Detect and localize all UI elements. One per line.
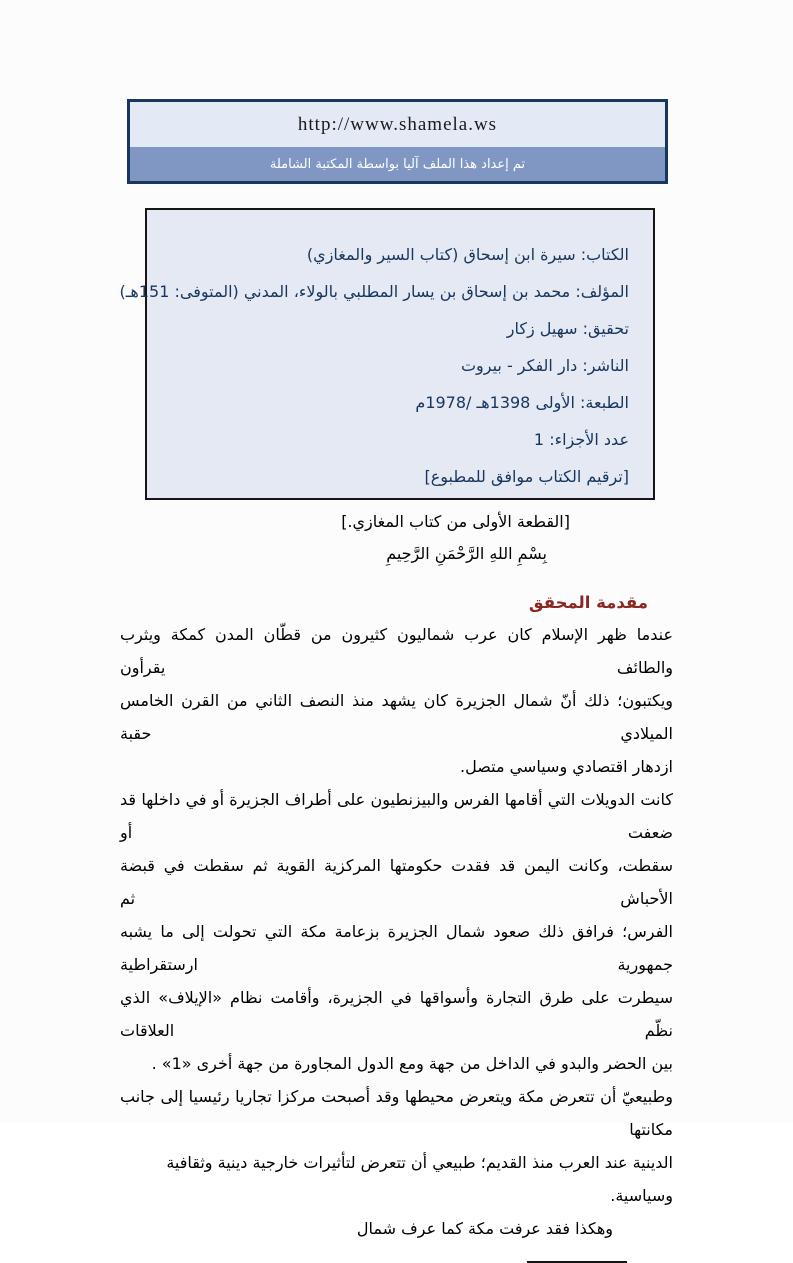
book-info-box: [119, 208, 655, 500]
book-info-line: الطبعة: الأولى 1398هـ /1978م: [415, 393, 629, 412]
page-body: [120, 506, 673, 1263]
body-text-line: وهكذا فقد عرفت مكة كما عرف شمال: [356, 1219, 613, 1238]
body-text-line: الدينية عند العرب منذ القديم؛ طبيعي أن تتعرض لتأثيرات خارجية دينية وثقافية وسياسية.: [166, 1153, 673, 1205]
body-lines: [120, 618, 673, 1245]
body-text-line: عندما ظهر الإسلام كان عرب شماليون كثيرون من قطّان المدن كمكة ويثرب والطائف يقرأون: [120, 625, 673, 677]
section-heading: مقدمة المحقق: [528, 593, 648, 612]
book-info-line: الكتاب: سيرة ابن إسحاق (كتاب السير والمغازي): [306, 245, 629, 264]
book-info-line: تحقيق: سهيل زكار: [506, 319, 629, 338]
site-url-text: http://www.shamela.ws: [130, 102, 665, 147]
body-text-line: ويكتبون؛ ذلك أنّ شمال الجزيرة كان يشهد منذ النصف الثاني من القرن الخامس الميلادي حقبة: [120, 691, 673, 743]
shamela-header-box: [127, 99, 668, 184]
intro-lines: [120, 506, 673, 570]
intro-line: [القطعة الأولى من كتاب المغازي.]: [341, 512, 570, 531]
intro-line: بِسْمِ اللهِ الرَّحْمَنِ الرَّحِيمِ: [386, 544, 547, 563]
book-info-line: الناشر: دار الفكر - بيروت: [460, 356, 629, 375]
book-info-line: عدد الأجزاء: 1: [533, 430, 629, 449]
body-text-line: سيطرت على طرق التجارة وأسواقها في الجزيرة، وأقامت نظام «الإيلاف» الذي نظّم العلاقات: [120, 988, 673, 1040]
body-text-line: كانت الدويلات التي أقامها الفرس والبيزنطيون على أطراف الجزيرة أو في داخلها قد ضعفت أو: [120, 790, 673, 842]
book-info-line: المؤلف: محمد بن إسحاق بن يسار المطلبي بالولاء، المدني (المتوفى: 151هـ): [119, 282, 629, 301]
body-text-line: بين الحضر والبدو في الداخل من جهة ومع الدول المجاورة من جهة أخرى «1» .: [151, 1054, 673, 1073]
body-text-line: ازدهار اقتصادي وسياسي متصل.: [460, 757, 673, 776]
body-text-line: سقطت، وكانت اليمن قد فقدت حكومتها المركزية القوية ثم سقطت في قبضة الأحباش ثم: [120, 856, 673, 908]
body-text-line: الفرس؛ فرافق ذلك صعود شمال الجزيرة بزعامة مكة التي تحولت إلى ما يشبه جمهورية ارستقراطية: [120, 922, 673, 974]
shamela-banner-text: تم إعداد هذا الملف آليا بواسطة المكتبة الشاملة: [130, 147, 665, 181]
body-text-line: وطبيعيّ أن تتعرض مكة ويتعرض محيطها وقد أصبحت مركزا تجاريا رئيسيا إلى جانب مكانتها: [120, 1087, 673, 1139]
book-info-line: [ترقيم الكتاب موافق للمطبوع]: [424, 467, 629, 486]
